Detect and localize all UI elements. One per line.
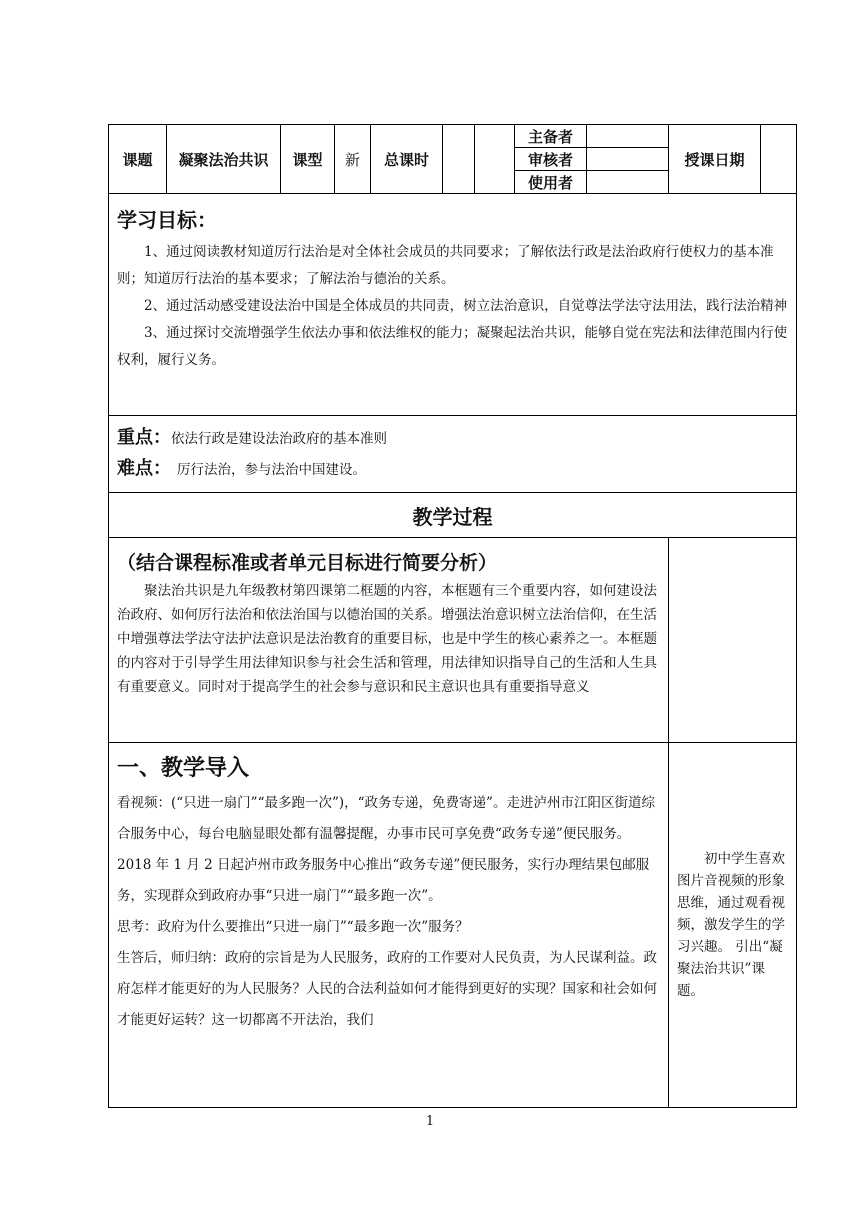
section1-title: 一、教学导入 <box>117 755 250 781</box>
objective-item: 1、通过阅读教材知道厉行法治是对全体社会成员的共同要求；了解依法行政是法治政府行使权力的基本准则；知道厉行法治的基本要求；了解法治与德治的关系。 <box>117 244 774 287</box>
analysis-side-note <box>669 538 797 743</box>
role-label-chief: 主备者 <box>515 125 587 148</box>
role-value-reviewer <box>587 148 669 171</box>
date-label: 授课日期 <box>669 125 761 194</box>
key-point-label: 重点： <box>117 427 171 448</box>
analysis-title: （结合课程标准或者单元目标进行简要分析） <box>117 552 498 574</box>
key-points-section <box>109 416 797 493</box>
topic-value: 凝聚法治共识 <box>167 125 281 194</box>
section1-side-note: 初中学生喜欢图片音视频的形象思维，通过观看视频，激发学生的学习兴趣。 引出“凝聚法治共识”课题。 <box>669 743 797 1108</box>
role-label-user: 使用者 <box>515 171 587 194</box>
section1-paragraph-video: 看视频：(“只进一扇门”“最多跑一次”)，“政务专递，免费寄递”。走进泸州市江阳区街道综合服务中心，每台电脑显眼处都有温馨提醒，办事市民可享免费“政务专递”便民服务。2018 年 1 月 2 日起泸州市政务服务中心推出“政务专递”便民服务，实行办理结果包邮服务，实现群众到政府办事“只进一扇门”“最多跑一次”。 <box>117 795 655 904</box>
hours-value <box>443 125 475 194</box>
objective-item: 3、通过探讨交流增强学生依法办事和依法维权的能力；凝聚起法治共识，能够自觉在宪法和法律范围内行使权利，履行义务。 <box>117 325 788 368</box>
type-label: 课型 <box>281 125 335 194</box>
key-point-text: 依法行政是建设法治政府的基本准则 <box>171 431 387 447</box>
page-number: 1 <box>425 1114 435 1129</box>
lesson-plan-table <box>108 124 797 1108</box>
hours-label: 总课时 <box>371 125 443 194</box>
section1-paragraph-summary: 生答后，师归纳：政府的宗旨是为人民服务，政府的工作要对人民负责，为人民谋利益。政府怎样才能更好的为人民服务？人民的合法利益如何才能得到更好的实现？国家和社会如何才能更好运转？这一切都离不开法治，我们 <box>117 950 657 1028</box>
analysis-section <box>109 538 669 743</box>
difficult-point-label: 难点： <box>117 458 171 479</box>
hours-value-extra <box>475 125 515 194</box>
difficult-point-text: 厉行法治，参与法治中国建设。 <box>177 462 366 478</box>
objectives-title: 学习目标： <box>117 208 217 232</box>
type-value: 新 <box>335 125 371 194</box>
topic-label: 课题 <box>109 125 167 194</box>
section1-paragraph-question: 思考：政府为什么要推出“只进一扇门”“最多跑一次”服务？ <box>117 919 469 935</box>
key-point-row <box>117 423 790 454</box>
lesson-plan-page <box>108 124 796 1108</box>
role-label-reviewer: 审核者 <box>515 148 587 171</box>
difficult-point-row <box>117 454 790 485</box>
process-title: 教学过程 <box>109 493 797 538</box>
objective-item: 2、通过活动感受建设法治中国是全体成员的共同责，树立法治意识，自觉尊法学法守法用法，践行法治精神 <box>144 298 788 314</box>
role-value-chief <box>587 125 669 148</box>
date-value <box>761 125 797 194</box>
role-value-user <box>587 171 669 194</box>
analysis-text: 聚法治共识是九年级教材第四课第二框题的内容，本框题有三个重要内容，如何建设法治政府、如何厉行法治和依法治国与以德治国的关系。增强法治意识树立法治信仰，在生活中增强尊法学法守法护法意识是法治教育的重要目标，也是中学生的核心素养之一。本框题的内容对于引导学生用法律知识参与社会生活和管理，用法律知识指导自己的生活和人生具有重要意义。同时对于提高学生的社会参与意识和民主意识也具有重要指导意义 <box>117 583 657 695</box>
section1-main <box>109 743 669 1108</box>
objectives-section <box>109 194 797 416</box>
